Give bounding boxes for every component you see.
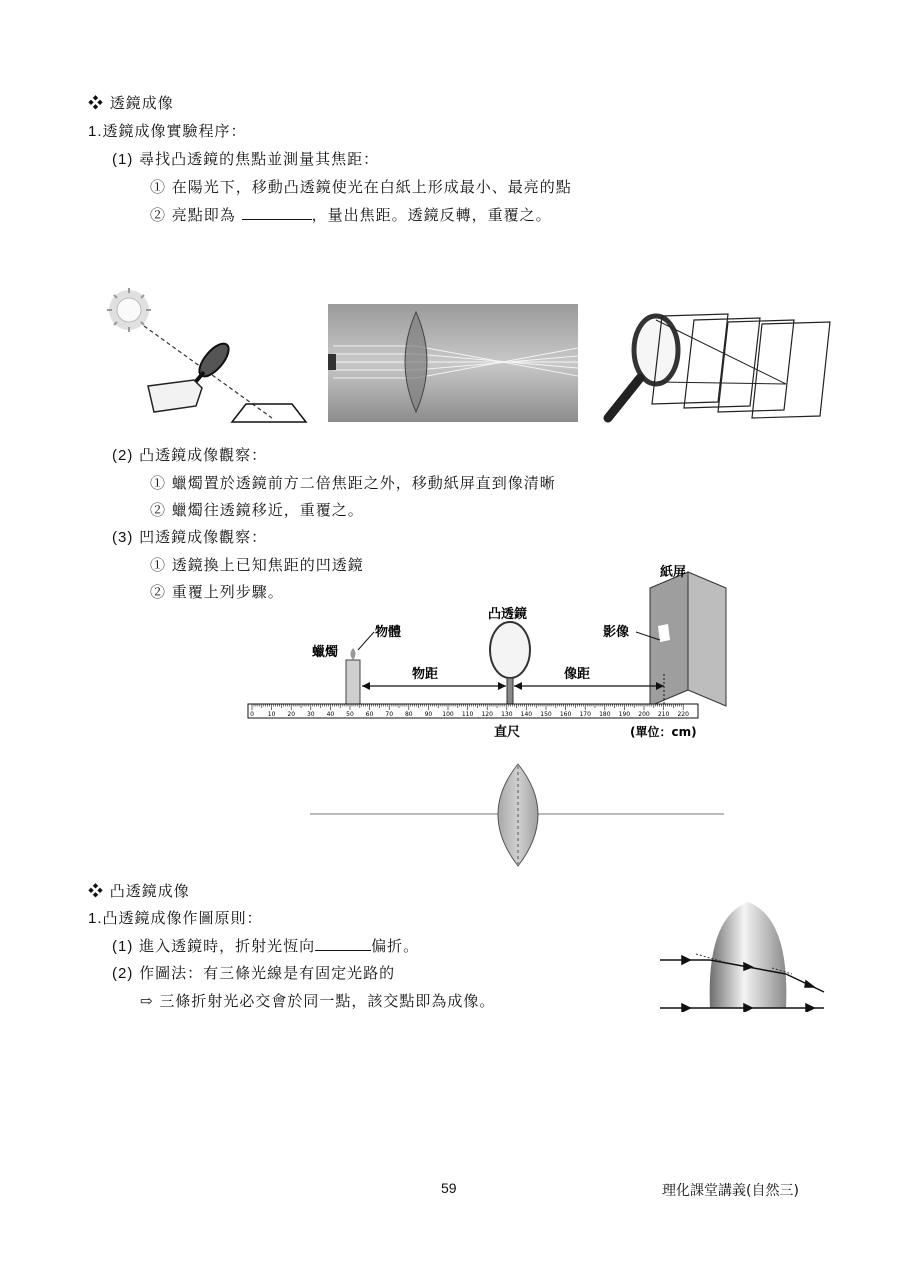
- refraction-diagram: [656, 898, 828, 1012]
- item-text: 蠟燭往透鏡移近，重覆之。: [171, 501, 364, 519]
- magnifier-screens-illustration: [596, 306, 836, 426]
- image-distance-label: 像距: [564, 667, 591, 682]
- ruler-tick-label: 110: [461, 711, 474, 718]
- step2: [112, 444, 267, 465]
- section-heading-text: 凸透鏡成像: [109, 882, 190, 900]
- lens-refraction-photo: [328, 304, 578, 422]
- fill-in-blank: [315, 936, 371, 951]
- step-number: (3): [112, 529, 134, 546]
- item-text: 蠟燭置於透鏡前方二倍焦距之外，移動紙屏直到像清晰: [171, 474, 556, 492]
- arrow-icon: ⇨: [140, 992, 154, 1010]
- ruler-tick-label: 40: [326, 711, 335, 718]
- fill-in-blank: [242, 205, 312, 220]
- experiment-procedure-title: [88, 120, 247, 141]
- ruler-tick-label: 10: [267, 711, 276, 718]
- ruler-tick-label: 90: [424, 711, 433, 718]
- rule-text-post: 偏折。: [371, 937, 420, 955]
- ruler-label: 直尺: [494, 725, 521, 740]
- rule-sub-text: 三條折射光必交會於同一點，該交點即為成像。: [159, 992, 496, 1010]
- rule-number: (2): [112, 965, 134, 982]
- rule2-sub: [140, 990, 495, 1011]
- ruler-tick-label: 190: [618, 711, 631, 718]
- rule2: [112, 962, 395, 983]
- item-mark: ①: [150, 178, 167, 196]
- item-mark: ②: [150, 501, 167, 519]
- item-mark: ②: [150, 583, 167, 601]
- step3: [112, 526, 267, 547]
- ruler-tick-label: 210: [657, 711, 670, 718]
- item-mark: ②: [150, 206, 167, 224]
- candle-label: 蠟燭: [312, 645, 339, 660]
- list-number: 1.: [88, 910, 103, 927]
- screen-frames: [652, 314, 830, 418]
- magnifier-icon: [608, 316, 678, 418]
- step-text: 尋找凸透鏡的焦點並測量其焦距：: [139, 150, 380, 168]
- subtitle-text: 凸透鏡成像作圖原則：: [102, 909, 263, 927]
- ruler-tick-label: 20: [287, 711, 296, 718]
- step-text: 凸透鏡成像觀察：: [139, 446, 268, 464]
- rule-text-pre: 進入透鏡時，折射光恆向: [139, 937, 316, 955]
- section-heading-text: 透鏡成像: [109, 94, 174, 112]
- item-mark: ①: [150, 474, 167, 492]
- step2-item2: [150, 499, 364, 520]
- item-text: 在陽光下，移動凸透鏡使光在白紙上形成最小、最亮的點: [171, 178, 572, 196]
- hand-icon: [148, 380, 202, 412]
- ruler-tick-label: 180: [599, 711, 611, 718]
- image-label: 影像: [603, 625, 630, 640]
- half-lens-shape: [710, 902, 787, 1008]
- step2-item1: [150, 472, 556, 493]
- ruler-tick-label: 160: [559, 711, 572, 718]
- object-label: 物體: [375, 625, 402, 640]
- unit-label: (單位：cm): [630, 725, 697, 739]
- ruler-tick-label: 120: [481, 711, 493, 718]
- optical-bench-diagram: [240, 556, 740, 746]
- subtitle-text: 透鏡成像實驗程序：: [102, 122, 247, 140]
- section-heading-lens-imaging: [88, 92, 174, 113]
- step-text: 凹透鏡成像觀察：: [139, 528, 268, 546]
- candle-icon: [346, 648, 360, 704]
- step1-item2: [150, 204, 552, 225]
- ruler-tick-label: 100: [442, 711, 454, 718]
- ruler-tick-label: 30: [306, 711, 315, 718]
- item-text: 重覆上列步驟。: [171, 583, 284, 601]
- list-number: 1.: [88, 123, 103, 140]
- step-number: (1): [112, 151, 134, 168]
- ruler-tick-label: 220: [677, 711, 689, 718]
- ruler-tick-label: 50: [346, 711, 354, 718]
- screen-label: 紙屏: [660, 565, 687, 580]
- convex-lens-axis-diagram: [310, 760, 726, 870]
- item-text-post: ，量出焦距。透鏡反轉，重覆之。: [311, 206, 552, 224]
- rule-text: 作圖法：有三條光線是有固定光路的: [139, 964, 396, 982]
- rule-number: (1): [112, 938, 134, 955]
- step-number: (2): [112, 447, 134, 464]
- ruler-tick-label: 80: [404, 711, 413, 718]
- rule1: [112, 935, 419, 956]
- sun-magnifier-illustration: [104, 288, 314, 426]
- ruler-tick-label: 60: [365, 711, 374, 718]
- ruler-tick-label: 130: [501, 711, 513, 718]
- item-text-pre: 亮點即為: [171, 206, 236, 224]
- lens-label: 凸透鏡: [488, 607, 528, 622]
- ruler-tick-label: 200: [638, 711, 650, 718]
- section-heading-convex-imaging: [88, 880, 190, 901]
- bullet-icon: ❖: [88, 882, 105, 900]
- ruler-tick-label: 140: [520, 711, 533, 718]
- bullet-icon: ❖: [88, 94, 105, 112]
- item-mark: ①: [150, 556, 167, 574]
- magnifier-icon: [192, 339, 234, 386]
- convex-lens: [490, 622, 530, 704]
- item-text: 透鏡換上已知焦距的凹透鏡: [171, 556, 364, 574]
- ruler-tick-label: 70: [385, 711, 394, 718]
- ruler-tick-label: 0: [250, 711, 254, 718]
- page-number: 59: [441, 1180, 457, 1196]
- ruler-tick-label: 170: [579, 711, 591, 718]
- step1-item1: [150, 176, 572, 197]
- book-title: 理化課堂講義(自然三): [662, 1183, 799, 1199]
- step1: [112, 148, 379, 169]
- ruler-tick-label: 150: [540, 711, 552, 718]
- sun-icon: [107, 288, 151, 332]
- paper-icon: [232, 404, 306, 422]
- drawing-principles-title: [88, 907, 263, 928]
- object-distance-label: 物距: [412, 667, 439, 682]
